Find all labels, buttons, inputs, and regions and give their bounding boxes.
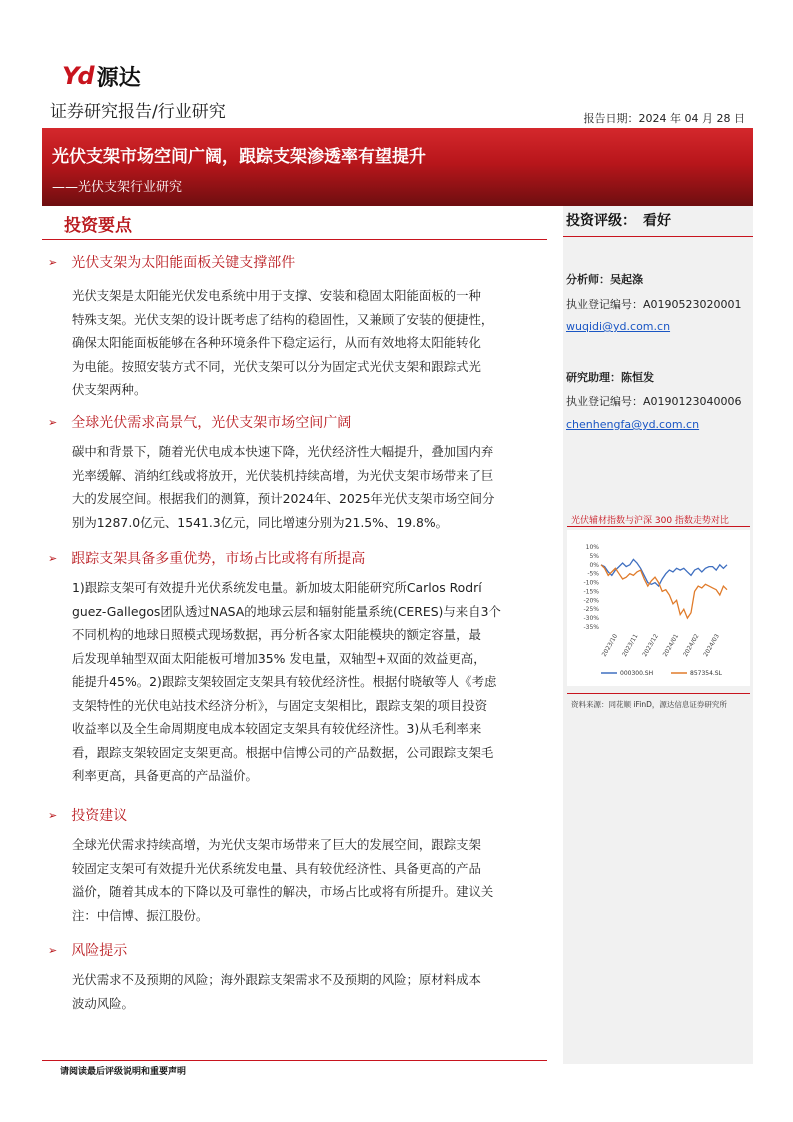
paragraph-line: 收益率以及全生命周期度电成本较固定支架具有较优经济性。3)从毛利率来 [72,721,482,736]
report-date: 报告日期：2024 年 04 月 28 日 [583,112,745,125]
y-tick-label: -30% [583,615,599,623]
section-paragraph [72,440,540,534]
section-heading [48,940,127,960]
y-tick-label: 10% [585,544,599,551]
company-logo [62,62,141,90]
section-paragraph [72,968,540,1015]
y-tick-label: -35% [583,624,599,631]
section-heading [48,805,127,825]
y-tick-label: 5% [589,552,599,560]
x-tick-label: 2024/02 [682,632,701,658]
paragraph-line: 能提升45%。2)跟踪支架较固定支架具有较优经济性。根据付晓敏等人《考虑 [72,674,497,689]
paragraph-line: 别为1287.0亿元、1541.3亿元，同比增速分别为21.5%、19.8%。 [72,514,449,530]
paragraph-line: 注：中信博、振江股份。 [72,907,209,923]
x-tick-label: 2024/03 [702,632,721,658]
report-type: 证券研究报告/行业研究 [50,102,226,122]
chart-title-divider [567,526,750,527]
section-title: 风险提示 [71,943,128,959]
arrow-bullet-icon: ➢ [48,551,58,565]
y-tick-label: -5% [587,570,599,578]
x-tick-label: 2023/10 [600,632,620,658]
paragraph-line: 碳中和背景下，随着光伏电成本快速下降，光伏经济性大幅提升，叠加国内弃 [72,444,494,459]
x-tick-label: 2023/12 [641,632,660,658]
section-paragraph [72,833,540,927]
series-line [601,559,727,586]
y-tick-label: -25% [583,606,599,614]
paragraph-line: 支架特性的光伏电站技术经济分析》，与固定支架相比，跟踪支架的项目投资 [72,697,488,713]
logo-text: 源达 [96,65,141,91]
paragraph-line: guez-Gallegos团队透过NASA的地球云层和辐射能量系统(CERES)与来自3个 [72,603,501,619]
report-subtitle: ——光伏支架行业研究 [52,180,183,195]
assistant-email-link[interactable]: chenhengfa@yd.com.cn [566,418,700,431]
legend-label: 857354.SL [690,670,722,677]
paragraph-line: 全球光伏需求持续高增，为光伏支架市场带来了巨大的发展空间，跟踪支架 [72,837,481,852]
section-heading [48,412,351,432]
analyst-registration: 执业登记编号：A0190523020001 [566,298,742,311]
arrow-bullet-icon: ➢ [48,255,58,269]
y-tick-label: 0% [589,561,599,569]
paragraph-line: 1)跟踪支架可有效提升光伏系统发电量。新加坡太阳能研究所Carlos Rodrí [72,580,482,595]
paragraph-line: 光伏需求不及预期的风险；海外跟踪支架需求不及预期的风险；原材料成本 [72,972,481,987]
assistant-registration: 执业登记编号：A0190123040006 [566,395,742,408]
paragraph-line: 溢价，随着其成本的下降以及可靠性的解决，市场占比或将有所提升。建议关 [72,884,494,899]
paragraph-line: 大的发展空间。根据我们的测算，预计2024年、2025年光伏支架市场空间分 [72,491,495,506]
paragraph-line: 光率缓解、消纳红线或将放开，光伏装机持续高增，为光伏支架市场带来了巨 [72,467,494,483]
arrow-bullet-icon: ➢ [48,808,58,822]
rating-divider [563,236,753,237]
paragraph-line: 波动风险。 [72,995,134,1011]
x-tick-label: 2024/01 [661,632,681,658]
section-paragraph [72,576,540,788]
analyst-name: 分析师：吴起涤 [566,273,643,286]
y-tick-label: -10% [583,579,599,587]
paragraph-line: 光伏支架是太阳能光伏发电系统中用于支撑、安装和稳固太阳能面板的一种 [72,288,481,303]
assistant-name: 研究助理：陈恒发 [566,371,654,384]
paragraph-line: 较固定支架可有效提升光伏系统发电量、具有较优经济性、具备更高的产品 [72,860,481,876]
paragraph-line: 利率更高，具备更高的产品溢价。 [72,768,258,783]
legend-label: 000300.SH [620,670,654,677]
paragraph-line: 不同机构的地球日照模式现场数据，再分析各家太阳能模块的额定容量，最 [72,627,481,642]
report-title: 光伏支架市场空间广阔，跟踪支架渗透率有望提升 [52,147,426,167]
arrow-bullet-icon: ➢ [48,943,58,957]
logo-mark: Yd [62,62,93,90]
title-banner [42,128,753,206]
y-tick-label: -20% [583,597,599,605]
chart-bottom-divider [567,693,750,694]
x-tick-label: 2023/11 [621,632,640,658]
chart-svg [567,530,750,686]
series-line [601,565,727,618]
section-heading [48,252,295,272]
section-title: 全球光伏需求高景气，光伏支架市场空间广阔 [71,415,352,431]
chart-source: 资料来源：同花顺 iFinD，源达信息证券研究所 [571,700,727,709]
section-title: 跟踪支架具备多重优势，市场占比或将有所提高 [71,551,366,567]
main-heading: 投资要点 [64,216,132,236]
paragraph-line: 看，跟踪支架较固定支架更高。根据中信博公司的产品数据，公司跟踪支架毛 [72,744,494,760]
section-title: 光伏支架为太阳能面板关键支撑部件 [71,255,296,271]
chart-title: 光伏辅材指数与沪深 300 指数走势对比 [571,516,729,526]
paragraph-line: 伏支架两种。 [72,382,147,397]
footer-divider [42,1060,547,1061]
index-comparison-chart [567,530,750,686]
footer-note: 请阅读最后评级说明和重要声明 [60,1067,187,1077]
section-heading [48,548,365,568]
paragraph-line: 后发现单轴型双面太阳能板可增加35% 发电量，双轴型+双面的效益更高， [72,650,486,666]
section-title: 投资建议 [71,808,128,824]
paragraph-line: 为电能。按照安装方式不同，光伏支架可以分为固定式光伏支架和跟踪式光 [72,358,481,374]
analyst-email-link[interactable]: wuqidi@yd.com.cn [566,320,671,333]
paragraph-line: 特殊支架。光伏支架的设计既考虑了结构的稳固性，又兼顾了安装的便捷性， [72,311,494,327]
investment-rating: 投资评级： 看好 [566,213,671,229]
y-tick-label: -15% [583,588,599,596]
main-heading-divider [42,239,547,240]
arrow-bullet-icon: ➢ [48,415,58,429]
paragraph-line: 确保太阳能面板能够在各种环境条件下稳定运行，从而有效地将太阳能转化 [72,335,481,350]
section-paragraph [72,284,540,402]
